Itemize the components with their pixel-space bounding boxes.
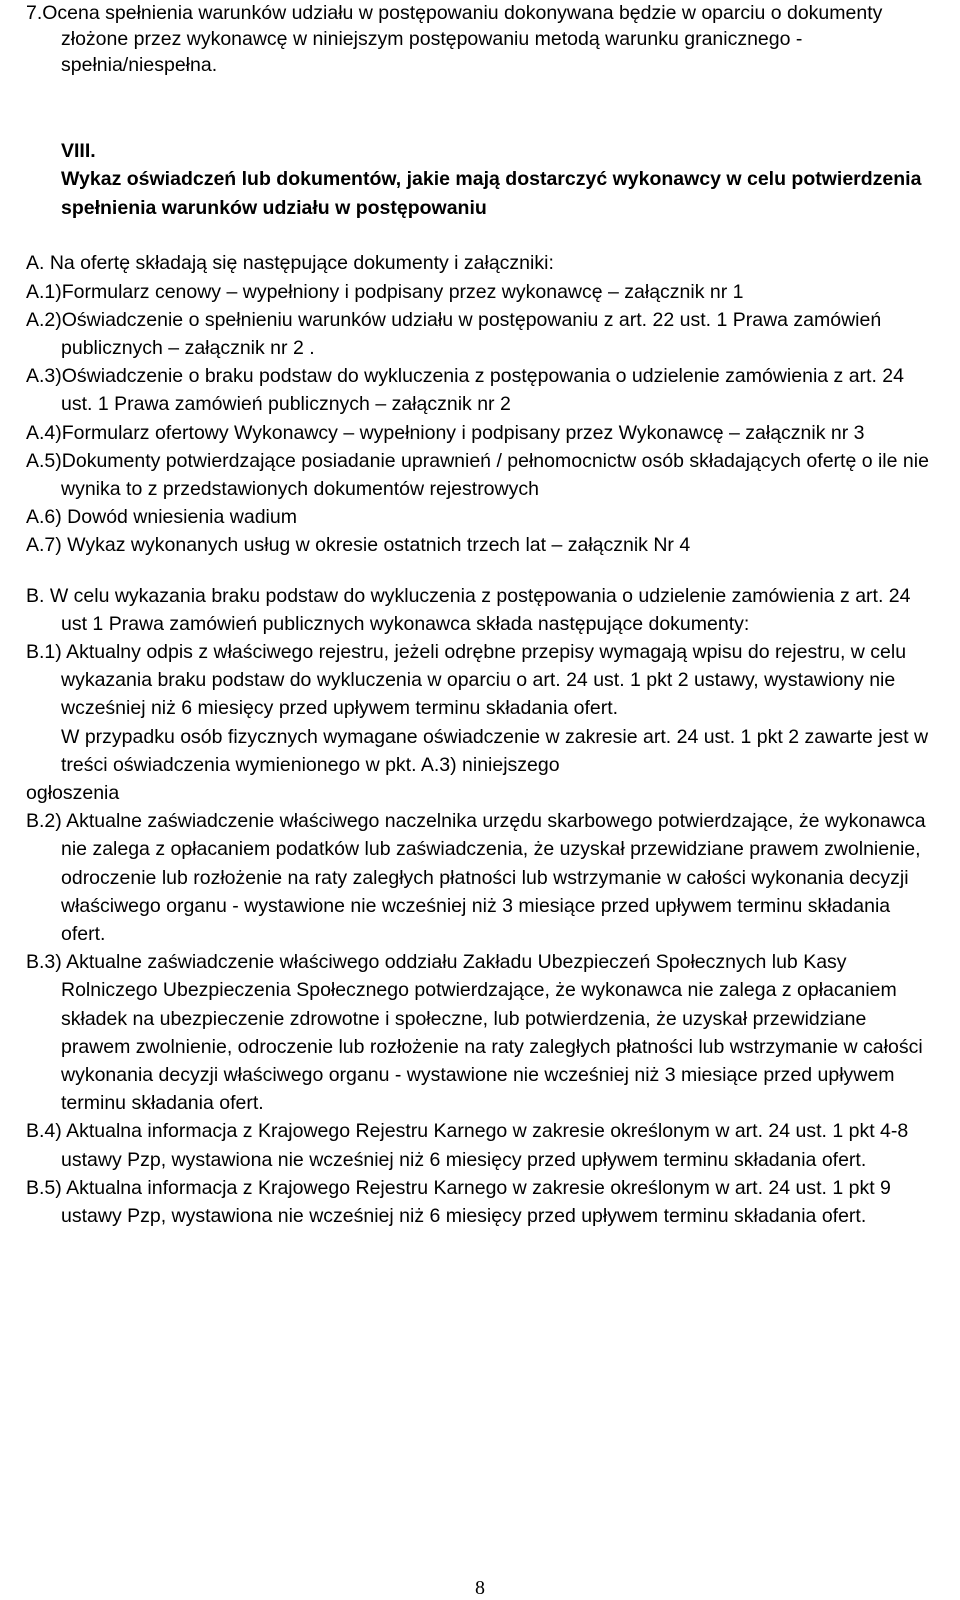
section-number: VIII. <box>61 139 96 162</box>
page-number: 8 <box>475 1577 485 1599</box>
section-title: Wykaz oświadczeń lub dokumentów, jakie mają dostarczyć wykonawcy w celu potwierdzenia spełnienia warunków udziału w postępowaniu <box>61 168 922 219</box>
part-b-intro: B. W celu wykazania braku podstaw do wykluczenia z postępowania o udzielenie zamówienia z art. 24 ust 1 Prawa zamówień publicznych wykonawca składa następujące dokumenty: <box>26 584 911 635</box>
item-7-paragraph: 7.Ocena spełnienia warunków udziału w postępowaniu dokonywana będzie w oparciu o dokumenty złożone przez wykonawcę w niniejszym postępowaniu metodą warunku granicznego - spełnia/niespełna. <box>26 2 883 76</box>
b1-note: W przypadku osób fizycznych wymagane oświadczenie w zakresie art. 24 ust. 1 pkt 2 zawarte jest w treści oświadczenia wymienionego w pkt. A.3) niniejszego <box>61 725 929 776</box>
list-item-a1: A.1)Formularz cenowy – wypełniony i podpisany przez wykonawcę – załącznik nr 1 <box>26 280 744 303</box>
part-a-intro: A. Na ofertę składają się następujące dokumenty i załączniki: <box>26 252 554 275</box>
section-viii-heading <box>26 108 936 222</box>
list-item-a3: A.3)Oświadczenie o braku podstaw do wykluczenia z postępowania o udzielenie zamówienia z art. 24 ust. 1 Prawa zamówień publicznych – załącznik nr 2 <box>26 365 904 416</box>
list-item-b3: B.3) Aktualne zaświadczenie właściwego oddziału Zakładu Ubezpieczeń Społecznych lub Kasy Rolniczego Ubezpieczenia Społecznego potwierdzające, że wykonawca nie zalega z opłacaniem składek na ubezpieczenie zdrowotne i społeczne, lub potwierdzenia, że uzyskał przewidziane prawem zwolnienie, odroczenie lub rozłożenie na raty zaległych płatności lub wstrzymanie w całości wykonania decyzji właściwego organu - wystawione nie wcześniej niż 3 miesiące przed upływem terminu składania ofert. <box>26 951 923 1115</box>
spacer <box>26 560 936 582</box>
document-body <box>26 1 936 1230</box>
part-a-list <box>26 278 936 560</box>
b1-note-tail: ogłoszenia <box>26 782 120 805</box>
list-item-a6: A.6) Dowód wniesienia wadium <box>26 506 297 529</box>
list-item-b1: B.1) Aktualny odpis z właściwego rejestru, jeżeli odrębne przepisy wymagają wpisu do rejestru, w celu wykazania braku podstaw do wykluczenia w oparciu o art. 24 ust. 1 pkt 2 ustawy, wystawiony nie wcześniej niż 6 miesięcy przed upływem terminu składania ofert. <box>26 641 907 720</box>
list-item-a4: A.4)Formularz ofertowy Wykonawcy – wypełniony i podpisany przez Wykonawcę – załącznik nr 3 <box>26 421 865 444</box>
list-item-b4: B.4) Aktualna informacja z Krajowego Rejestru Karnego w zakresie określonym w art. 24 ust. 1 pkt 4-8 ustawy Pzp, wystawiona nie wcześniej niż 6 miesięcy przed upływem terminu składania ofert. <box>26 1120 909 1171</box>
list-item-a2: A.2)Oświadczenie o spełnieniu warunków udziału w postępowaniu z art. 22 ust. 1 Prawa zamówień publicznych – załącznik nr 2 . <box>26 308 882 359</box>
list-item-a5: A.5)Dokumenty potwierdzające posiadanie uprawnień / pełnomocnictw osób składających ofertę o ile nie wynika to z przedstawionych dokumentów rejestrowych <box>26 449 929 501</box>
spacer <box>26 222 936 249</box>
part-b-list <box>26 807 936 1230</box>
list-item-a7: A.7) Wykaz wykonanych usług w okresie ostatnich trzech lat – załącznik Nr 4 <box>26 534 691 557</box>
spacer <box>26 78 936 108</box>
list-item-b2: B.2) Aktualne zaświadczenie właściwego naczelnika urzędu skarbowego potwierdzające, że wykonawca nie zalega z opłacaniem podatków lub zaświadczenia, że uzyskał przewidziane prawem zwolnienie, odroczenie lub rozłożenie na raty zaległych płatności lub wstrzymanie w całości wykonania decyzji właściwego organu - wystawione nie wcześniej niż 3 miesiące przed upływem terminu składania ofert. <box>26 810 926 946</box>
list-item-b5: B.5) Aktualna informacja z Krajowego Rejestru Karnego w zakresie określonym w art. 24 ust. 1 pkt 9 ustawy Pzp, wystawiona nie wcześniej niż 6 miesięcy przed upływem terminu składania ofert. <box>26 1176 891 1228</box>
